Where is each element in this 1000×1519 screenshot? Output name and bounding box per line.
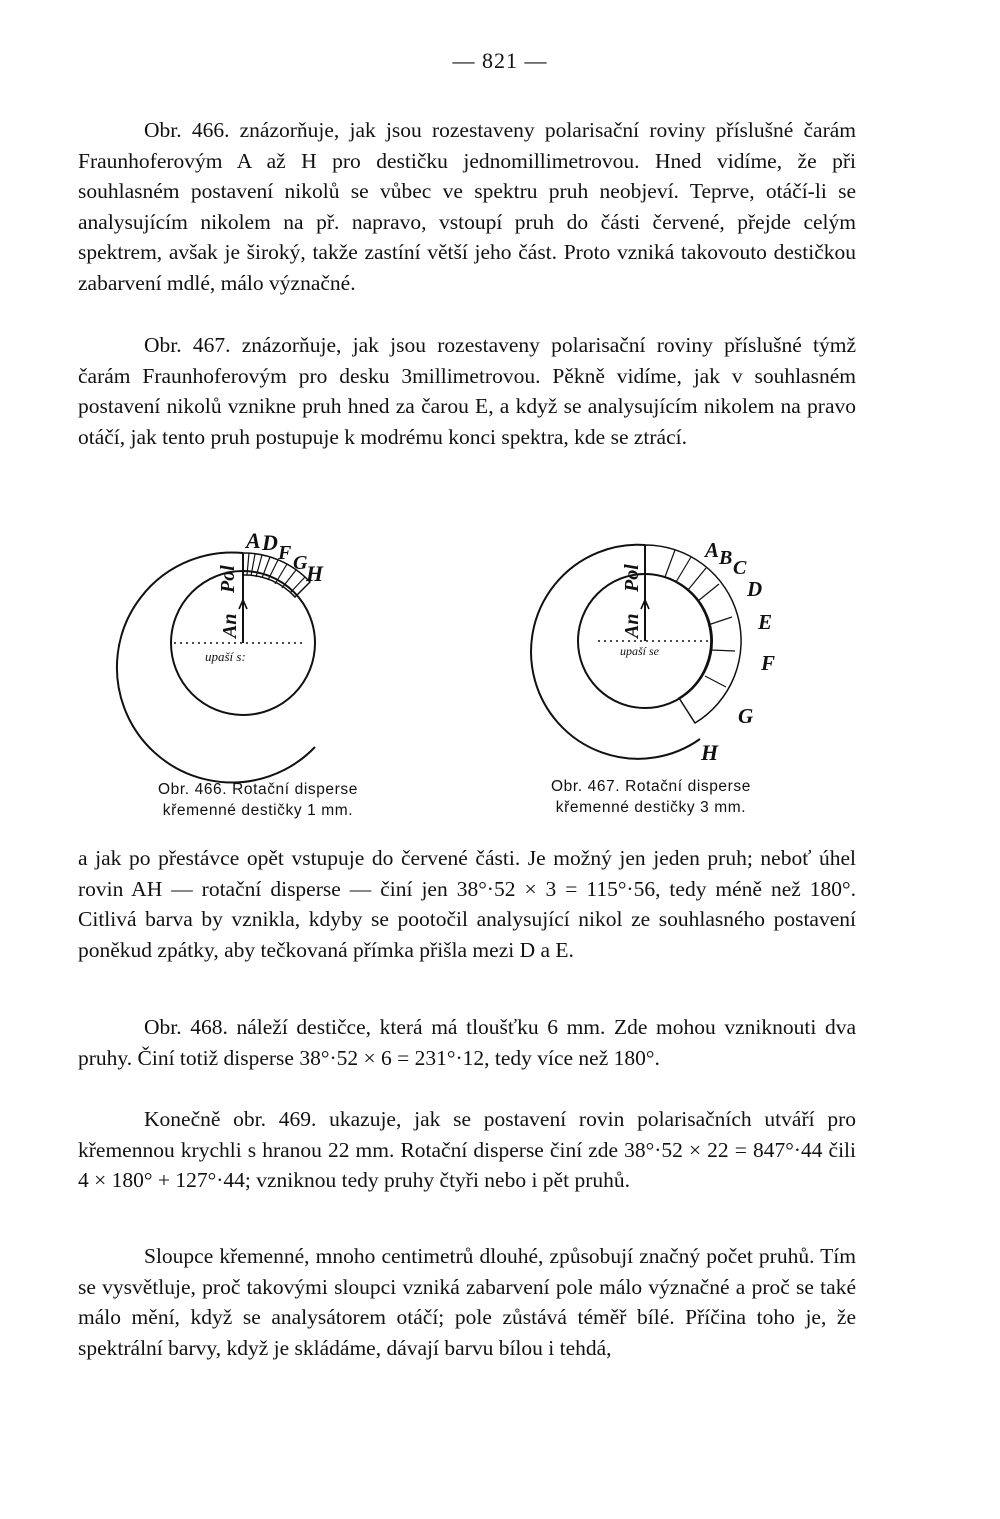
outer-spiral (117, 552, 315, 782)
spectral-label-h: H (306, 561, 324, 586)
spectral-label-h: H (701, 740, 719, 765)
spectral-label-g: G (293, 552, 308, 574)
spectral-label-f: F (278, 542, 292, 564)
spectral-label-d: D (262, 530, 278, 555)
figure-466-caption (110, 779, 406, 821)
hint-label: upaší se (620, 644, 659, 658)
spectral-label-a: A (705, 538, 720, 562)
spectral-label-g: G (738, 704, 754, 728)
pol-label: Pol (621, 564, 643, 592)
spectral-label-d: D (747, 577, 763, 601)
pol-label: Pol (217, 565, 239, 593)
figure-466-svg (110, 515, 410, 775)
colored-sector-band (645, 545, 741, 723)
spectral-label-b: B (719, 547, 733, 569)
caption-line: Obr. 467. Rotační disperse (551, 778, 751, 795)
paragraph-fig469-description: Konečně obr. 469. ukazuje, jak se postavení rovin polarisačních utváří pro křemennou krychli s hranou 22 mm. Rotační disperse činí zde 38°·52 × 22 = 847°·44 čili 4 × 180° + 127°·44; vzniknou tedy pruhy čtyři nebo i pět pruhů. (78, 1107, 856, 1193)
figure-467-svg (505, 530, 805, 770)
page-number: — 821 — (452, 48, 548, 73)
figure-466-rotation-diagram (110, 515, 410, 775)
hint-label: upaší s: (205, 649, 246, 664)
an-label: An (219, 613, 241, 638)
spectral-label-e: E (758, 610, 773, 634)
an-label: An (621, 613, 643, 638)
paragraph-quartz-columns: Sloupce křemenné, mnoho centimetrů dlouhé, způsobují značný počet pruhů. Tím se vysvětluje, proč takovými sloupci vzniká zabarvení pole málo význačné a proč se také málo mění, když se analysátorem otáčí; pole zůstává téměř bílé. Příčina toho je, že spektrální barvy, když je skládáme, dávají barvu bílou i tehdá, (78, 1244, 856, 1360)
caption-line: Obr. 466. Rotační disperse (158, 781, 358, 798)
paragraph-fig467-description: Obr. 467. znázorňuje, jak jsou rozestaveny polarisační roviny příslušné týmž čarám Fraunhoferovým pro desku 3millimetrovou. Pěkně vidíme, jak v souhlasném postavení nikolů vznikne pruh hned za čarou E, a když se analysujícím nikolem na pravo otáčí, jak tento pruh postupuje k modrému konci spektra, kde se ztrácí. (78, 333, 856, 449)
caption-line: křemenné destičky 1 mm. (162, 802, 354, 819)
caption-line: křemenné destičky 3 mm. (555, 799, 747, 816)
paragraph-continuation: a jak po přestávce opět vstupuje do červené části. Je možný jen jeden pruh; neboť úhel rovin AH — rotační disperse — činí jen 38°·52 × 3 = 115°·56, tedy méně než 180°. Citlivá barva by vznikla, kdyby se pootočil analysující nikol ze souhlasného postavení poněkud zpátky, aby tečkovaná přímka přišla mezi D a E. (78, 846, 856, 962)
spectral-label-c: C (733, 557, 747, 579)
spectral-label-f: F (761, 651, 776, 675)
figure-467-caption (515, 776, 787, 818)
spectral-label-a: A (246, 528, 261, 553)
paragraph-fig468-description: Obr. 468. náleží destičce, která má tloušťku 6 mm. Zde mohou vzniknouti dva pruhy. Činí totiž disperse 38°·52 × 6 = 231°·12, tedy více než 180°. (78, 1015, 856, 1070)
paragraph-fig466-description: Obr. 466. znázorňuje, jak jsou rozestaveny polarisační roviny příslušné čarám Fraunhoferovým A až H pro destičku jednomillimetrovou. Hned vidíme, že při souhlasném postavení nikolů se vůbec ve spektru pruh neobjeví. Teprve, otáčí-li se analysujícím nikolem na př. napravo, vstoupí pruh do části červené, přejde celým spektrem, avšak je široký, takže zastíní větší jeho část. Proto vzniká takovouto destičkou zabarvení mdlé, málo význačné. (78, 118, 856, 295)
outer-spiral (531, 545, 700, 759)
figure-467-rotation-diagram (505, 530, 805, 770)
